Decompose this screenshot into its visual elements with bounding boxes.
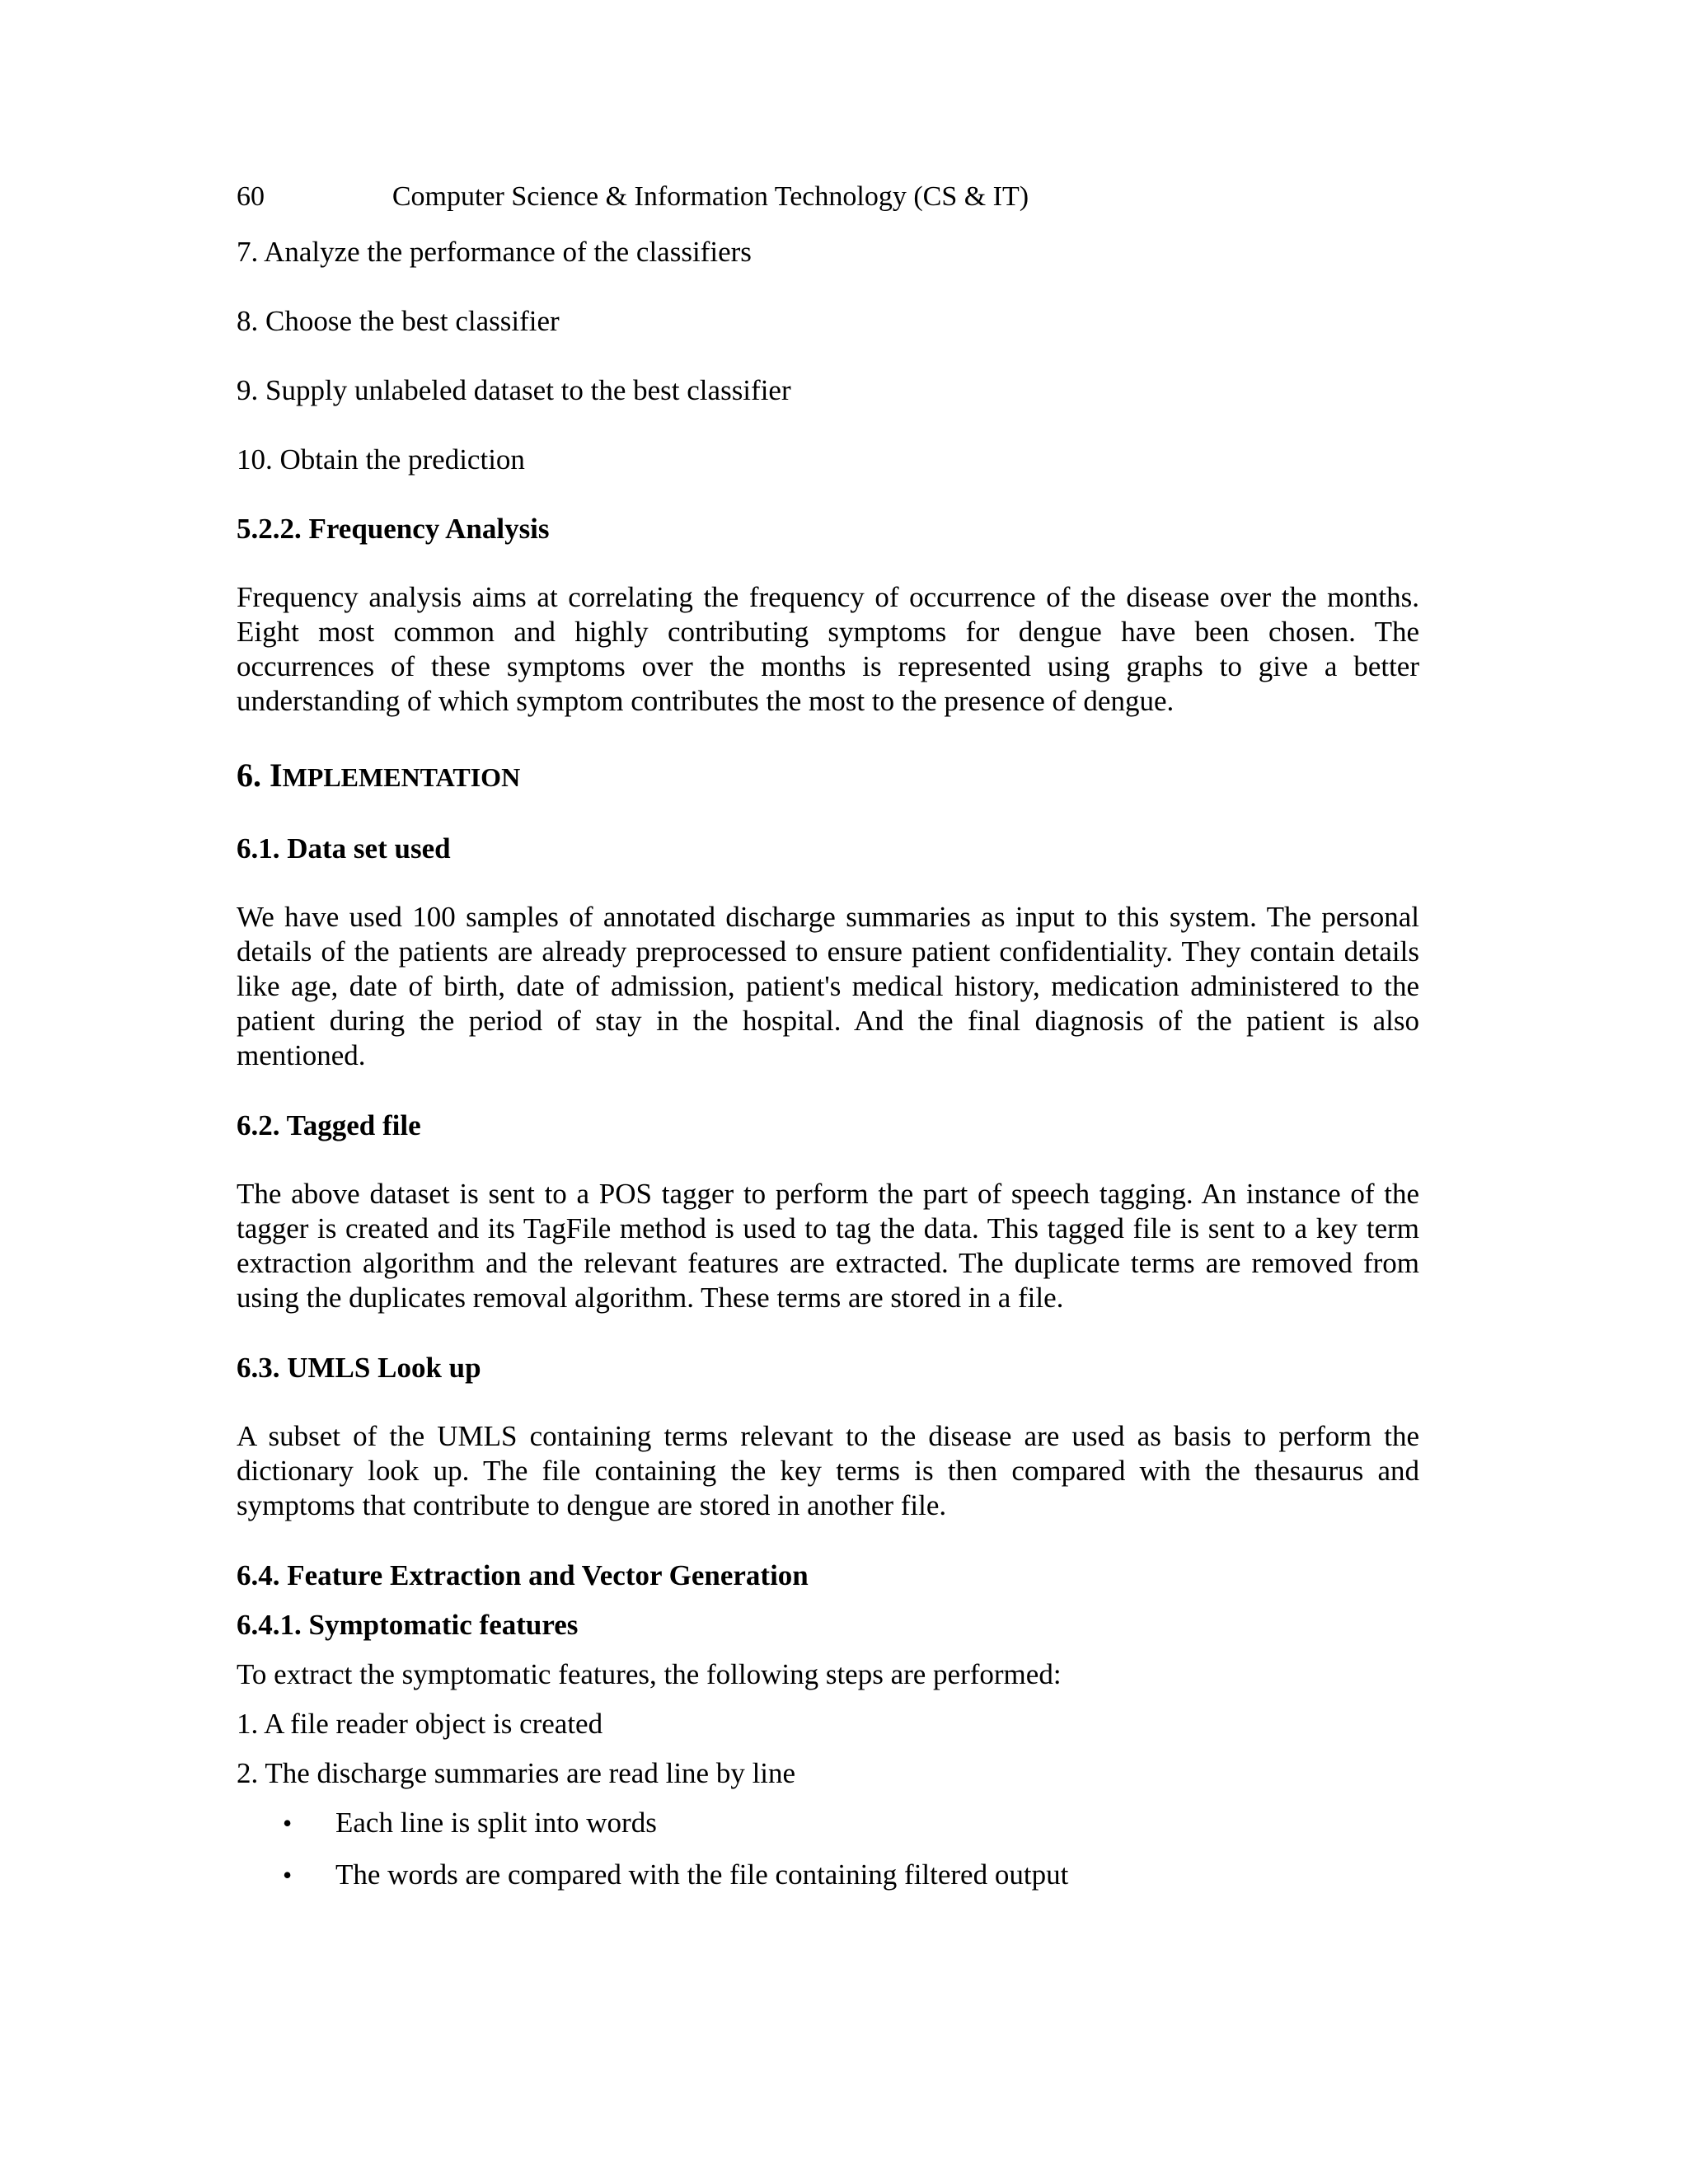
subsection-heading-umls-lookup: 6.3. UMLS Look up	[237, 1352, 481, 1384]
subsection-heading-frequency-analysis: 5.2.2. Frequency Analysis	[237, 513, 550, 545]
journal-title: Computer Science & Information Technology (CS & IT)	[392, 181, 1029, 212]
feature-intro-text: To extract the symptomatic features, the following steps are performed:	[237, 1658, 1062, 1690]
paragraph-tagged-file: The above dataset is sent to a POS tagger to perform the part of speech tagging. An instance of the tagger is created and its TagFile method is used to tag the data. This tagged file is sent to a key term extraction algorithm and the relevant features are extracted. The duplicate terms are removed from using the duplicates removal algorithm. These terms are stored in a file.	[237, 1178, 1419, 1314]
bullet-text: Each line is split into words	[335, 1807, 657, 1839]
step-item: 7. Analyze the performance of the classifiers	[237, 236, 752, 268]
subsubsection-heading-symptomatic-features: 6.4.1. Symptomatic features	[237, 1609, 579, 1641]
section-heading-rest: MPLEMENTATION	[282, 762, 521, 792]
subsection-heading-tagged-file: 6.2. Tagged file	[237, 1109, 421, 1141]
bullet-item	[237, 1805, 1419, 1841]
subsection-heading-feature-extraction: 6.4. Feature Extraction and Vector Generation	[237, 1559, 809, 1591]
feature-step-item: 2. The discharge summaries are read line by line	[237, 1757, 796, 1789]
paragraph-data-set: We have used 100 samples of annotated discharge summaries as input to this system. The personal details of the patients are already preprocessed to ensure patient confidentiality. They contain details like age, date of birth, date of admission, patient's medical history, medication administered to the patient during the period of stay in the hospital. And the final diagnosis of the patient is also mentioned.	[237, 901, 1419, 1071]
paragraph-umls-lookup: A subset of the UMLS containing terms relevant to the disease are used as basis to perform the dictionary look up. The file containing the key terms is then compared with the thesaurus and symptoms that contribute to dengue are stored in another file.	[237, 1420, 1419, 1521]
paragraph-frequency-analysis: Frequency analysis aims at correlating the frequency of occurrence of the disease over the months. Eight most common and highly contributing symptoms for dengue have been chosen. The occurrences of these symptoms over the months is represented using graphs to give a better understanding of which symptom contributes the most to the presence of dengue.	[237, 581, 1419, 717]
page-content	[237, 234, 1419, 1909]
step-item: 9. Supply unlabeled dataset to the best classifier	[237, 374, 791, 406]
step-item: 8. Choose the best classifier	[237, 305, 560, 337]
bullet-text: The words are compared with the file containing filtered output	[335, 1858, 1069, 1891]
bullet-item	[237, 1857, 1419, 1893]
bullet-icon: •	[283, 1860, 293, 1890]
feature-step-item: 1. A file reader object is created	[237, 1708, 603, 1740]
bullet-icon: •	[283, 1808, 293, 1838]
bullet-list	[237, 1805, 1419, 1893]
section-heading-implementation	[237, 753, 1419, 799]
step-item: 10. Obtain the prediction	[237, 443, 525, 476]
running-header	[237, 181, 1419, 221]
subsection-heading-data-set: 6.1. Data set used	[237, 832, 451, 865]
page-number: 60	[237, 181, 265, 212]
section-heading-number: 6. I	[237, 757, 283, 794]
